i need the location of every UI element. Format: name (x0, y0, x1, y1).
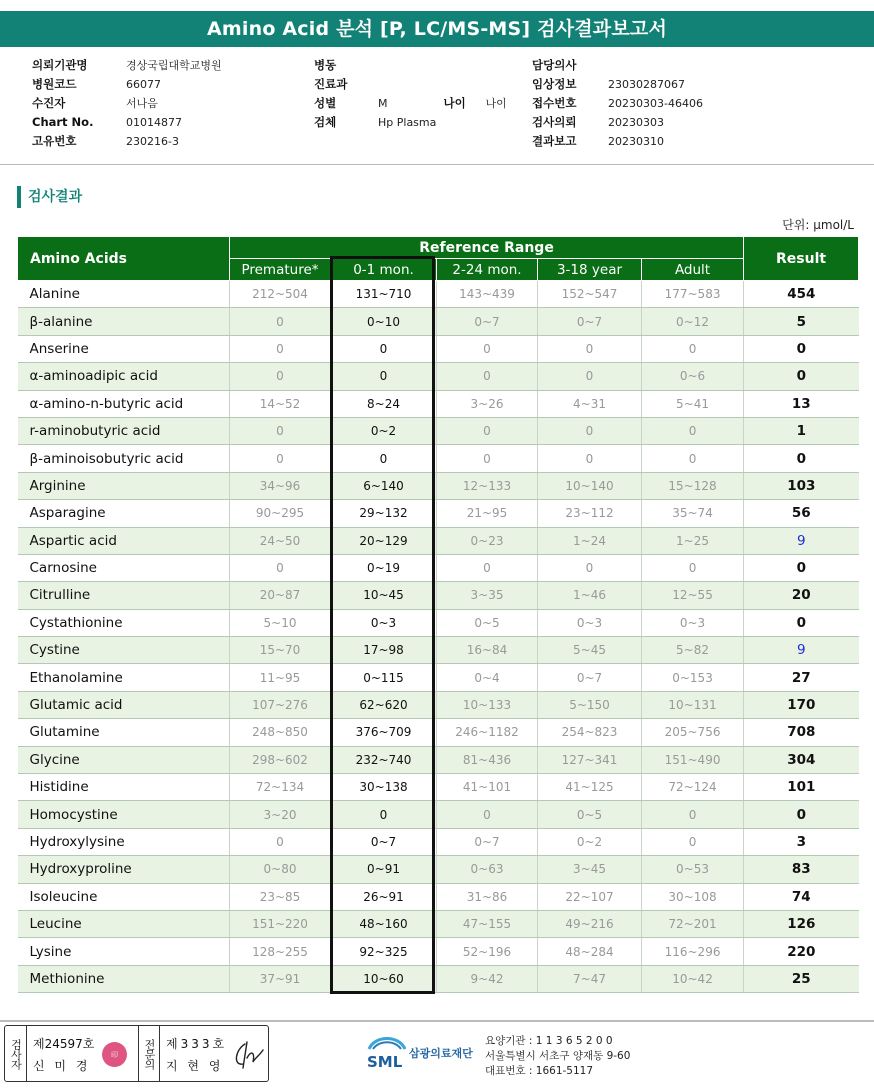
cell-result: 304 (744, 746, 859, 773)
cell-mon1: 0 (331, 445, 437, 472)
cell-mon1: 0~19 (331, 554, 437, 581)
info-row (532, 113, 703, 132)
cell-name: Alanine (18, 281, 230, 308)
cell-mon24: 143~439 (437, 281, 538, 308)
cell-premature: 72~134 (230, 774, 331, 801)
header-amino-acids: Amino Acids (18, 237, 230, 281)
cell-name: r-aminobutyric acid (18, 417, 230, 444)
cell-result: 0 (744, 335, 859, 362)
cell-premature: 0~80 (230, 856, 331, 883)
signature-icon (229, 1040, 265, 1070)
cell-year18: 41~125 (538, 774, 642, 801)
info-value: 경상국립대학교병원 (126, 59, 222, 72)
cell-name: α-aminoadipic acid (18, 363, 230, 390)
info-label: Chart No. (32, 115, 94, 129)
patient-info-middle (314, 56, 507, 132)
cell-adult: 0~6 (642, 363, 744, 390)
cell-mon1: 0~115 (331, 664, 437, 691)
cell-name: β-alanine (18, 308, 230, 335)
table-row (18, 308, 859, 335)
cell-name: β-aminoisobutyric acid (18, 445, 230, 472)
cell-mon24: 31~86 (437, 883, 538, 910)
age-label: 나이 (443, 96, 466, 110)
cell-year18: 22~107 (538, 883, 642, 910)
table-row (18, 883, 859, 910)
cell-premature: 0 (230, 828, 331, 855)
table-row (18, 691, 859, 718)
specimen-value: Hp Plasma (378, 116, 437, 129)
cell-year18: 0~2 (538, 828, 642, 855)
cell-adult: 205~756 (642, 719, 744, 746)
cell-result: 1 (744, 417, 859, 444)
cell-mon1: 0 (331, 363, 437, 390)
cell-adult: 12~55 (642, 582, 744, 609)
cell-premature: 34~96 (230, 472, 331, 499)
cell-year18: 4~31 (538, 390, 642, 417)
sex-value: M (378, 97, 388, 110)
info-value: 66077 (126, 78, 161, 91)
cell-result: 25 (744, 965, 859, 992)
header-divider (0, 164, 874, 165)
section-title: 검사결과 (17, 186, 82, 208)
info-value: 230216-3 (126, 135, 179, 148)
table-row (18, 637, 859, 664)
cell-result: 74 (744, 883, 859, 910)
cell-year18: 1~24 (538, 527, 642, 554)
cell-year18: 0 (538, 554, 642, 581)
cell-name: Homocystine (18, 801, 230, 828)
info-label: 접수번호 (532, 96, 577, 110)
cell-mon1: 10~45 (331, 582, 437, 609)
header-3-18-year: 3-18 year (538, 259, 642, 281)
header-reference-range: Reference Range (230, 237, 744, 259)
info-row (32, 75, 222, 94)
cell-premature: 3~20 (230, 801, 331, 828)
info-value: 20230303-46406 (608, 97, 703, 110)
cell-premature: 90~295 (230, 500, 331, 527)
header-result: Result (744, 237, 859, 281)
cell-result: 0 (744, 363, 859, 390)
patient-info-right (532, 56, 703, 151)
company-address: 서울특별시 서초구 양재동 9-60 (485, 1050, 631, 1062)
cell-result: 27 (744, 664, 859, 691)
cell-year18: 23~112 (538, 500, 642, 527)
org-code: 요양기관 : 1 1 3 6 5 2 0 0 (485, 1035, 613, 1047)
info-row (532, 94, 703, 113)
cell-year18: 254~823 (538, 719, 642, 746)
table-row (18, 445, 859, 472)
cell-year18: 10~140 (538, 472, 642, 499)
cell-premature: 212~504 (230, 281, 331, 308)
cell-premature: 151~220 (230, 910, 331, 937)
cell-mon24: 0 (437, 335, 538, 362)
cell-mon24: 0~5 (437, 609, 538, 636)
table-row (18, 363, 859, 390)
cell-premature: 37~91 (230, 965, 331, 992)
cell-mon1: 48~160 (331, 910, 437, 937)
cell-mon24: 0 (437, 554, 538, 581)
sml-logo (365, 1033, 485, 1075)
cell-name: Isoleucine (18, 883, 230, 910)
company-phone: 대표번호 : 1661-5117 (485, 1065, 594, 1077)
cell-mon1: 0~3 (331, 609, 437, 636)
cell-year18: 0 (538, 445, 642, 472)
cell-result: 103 (744, 472, 859, 499)
cell-mon24: 0~7 (437, 828, 538, 855)
info-label: 의뢰기관명 (32, 58, 88, 72)
cell-premature: 15~70 (230, 637, 331, 664)
cell-mon24: 0 (437, 445, 538, 472)
cell-mon24: 0~23 (437, 527, 538, 554)
results-table (17, 236, 859, 993)
cell-adult: 35~74 (642, 500, 744, 527)
reviewer-id: 제333호 (166, 1037, 228, 1051)
table-row (18, 335, 859, 362)
info-value: 20230310 (608, 135, 664, 148)
cell-adult: 5~41 (642, 390, 744, 417)
report-title: Amino Acid 분석 [P, LC/MS-MS] 검사결과보고서 (0, 11, 874, 47)
cell-name: Hydroxyproline (18, 856, 230, 883)
cell-adult: 0~12 (642, 308, 744, 335)
cell-mon1: 6~140 (331, 472, 437, 499)
cell-result: 9 (744, 637, 859, 664)
cell-name: α-amino-n-butyric acid (18, 390, 230, 417)
cell-mon24: 9~42 (437, 965, 538, 992)
table-row (18, 582, 859, 609)
cell-year18: 5~45 (538, 637, 642, 664)
cell-result: 3 (744, 828, 859, 855)
cell-premature: 24~50 (230, 527, 331, 554)
table-row (18, 527, 859, 554)
table-row (18, 856, 859, 883)
cell-year18: 7~47 (538, 965, 642, 992)
info-row (32, 132, 222, 151)
cell-premature: 14~52 (230, 390, 331, 417)
cell-adult: 177~583 (642, 281, 744, 308)
cell-adult: 30~108 (642, 883, 744, 910)
cell-name: Glutamine (18, 719, 230, 746)
cell-mon1: 0 (331, 801, 437, 828)
cell-name: Ethanolamine (18, 664, 230, 691)
info-label: 임상정보 (532, 77, 577, 91)
cell-adult: 0 (642, 554, 744, 581)
cell-name: Cystathionine (18, 609, 230, 636)
seal-stamp-icon: 印 (102, 1042, 127, 1067)
cell-result: 170 (744, 691, 859, 718)
cell-premature: 248~850 (230, 719, 331, 746)
info-row (32, 56, 222, 75)
table-row (18, 719, 859, 746)
cell-mon1: 62~620 (331, 691, 437, 718)
cell-mon24: 3~26 (437, 390, 538, 417)
cell-adult: 15~128 (642, 472, 744, 499)
cell-adult: 72~201 (642, 910, 744, 937)
cell-year18: 0 (538, 363, 642, 390)
info-value: 서나음 (126, 97, 158, 110)
cell-mon24: 246~1182 (437, 719, 538, 746)
table-row (18, 910, 859, 937)
cell-adult: 0~153 (642, 664, 744, 691)
cell-name: Methionine (18, 965, 230, 992)
cell-mon1: 8~24 (331, 390, 437, 417)
cell-name: Glutamic acid (18, 691, 230, 718)
table-row (18, 965, 859, 992)
cell-adult: 5~82 (642, 637, 744, 664)
cell-adult: 1~25 (642, 527, 744, 554)
cell-result: 708 (744, 719, 859, 746)
cell-adult: 0 (642, 417, 744, 444)
cell-premature: 0 (230, 308, 331, 335)
cell-year18: 0~7 (538, 664, 642, 691)
info-label: 수진자 (32, 96, 66, 110)
cell-year18: 49~216 (538, 910, 642, 937)
cell-premature: 20~87 (230, 582, 331, 609)
cell-name: Lysine (18, 938, 230, 965)
table-row (18, 281, 859, 308)
cell-adult: 0~53 (642, 856, 744, 883)
cell-name: Arginine (18, 472, 230, 499)
cell-adult: 0 (642, 335, 744, 362)
cell-year18: 5~150 (538, 691, 642, 718)
cell-name: Carnosine (18, 554, 230, 581)
cell-premature: 0 (230, 445, 331, 472)
cell-adult: 0 (642, 445, 744, 472)
cell-adult: 72~124 (642, 774, 744, 801)
cell-result: 126 (744, 910, 859, 937)
cell-year18: 0~5 (538, 801, 642, 828)
cell-name: Asparagine (18, 500, 230, 527)
cell-mon24: 16~84 (437, 637, 538, 664)
cell-name: Citrulline (18, 582, 230, 609)
cell-name: Hydroxylysine (18, 828, 230, 855)
cell-year18: 3~45 (538, 856, 642, 883)
cell-mon24: 41~101 (437, 774, 538, 801)
cell-result: 9 (744, 527, 859, 554)
cell-result: 83 (744, 856, 859, 883)
cell-mon1: 376~709 (331, 719, 437, 746)
tester-name: 신 미 경 (33, 1059, 91, 1073)
cell-mon24: 0~63 (437, 856, 538, 883)
patient-info-left (32, 56, 222, 151)
cell-year18: 48~284 (538, 938, 642, 965)
cell-result: 0 (744, 801, 859, 828)
cell-name: Anserine (18, 335, 230, 362)
cell-premature: 0 (230, 335, 331, 362)
cell-mon24: 21~95 (437, 500, 538, 527)
table-row (18, 500, 859, 527)
cell-premature: 11~95 (230, 664, 331, 691)
info-value: 20230303 (608, 116, 664, 129)
cell-mon1: 0~10 (331, 308, 437, 335)
cell-name: Cystine (18, 637, 230, 664)
info-label: 고유번호 (32, 134, 77, 148)
header-0-1-mon: 0-1 mon. (331, 259, 437, 281)
cell-premature: 0 (230, 554, 331, 581)
cell-mon1: 20~129 (331, 527, 437, 554)
cell-premature: 23~85 (230, 883, 331, 910)
age-value: 나이 (485, 97, 507, 110)
cell-year18: 0 (538, 335, 642, 362)
info-label: 병원코드 (32, 77, 77, 91)
table-row (18, 938, 859, 965)
table-row (18, 472, 859, 499)
header-adult: Adult (642, 259, 744, 281)
cell-mon1: 10~60 (331, 965, 437, 992)
company-info (485, 1034, 630, 1079)
table-row (18, 417, 859, 444)
cell-year18: 1~46 (538, 582, 642, 609)
info-row (32, 94, 222, 113)
cell-premature: 107~276 (230, 691, 331, 718)
info-row (532, 56, 703, 75)
cell-adult: 0~3 (642, 609, 744, 636)
table-row (18, 554, 859, 581)
cell-premature: 298~602 (230, 746, 331, 773)
cell-mon1: 232~740 (331, 746, 437, 773)
cell-premature: 128~255 (230, 938, 331, 965)
info-label: 검사의뢰 (532, 115, 577, 129)
cell-result: 5 (744, 308, 859, 335)
cell-name: Aspartic acid (18, 527, 230, 554)
info-row (532, 75, 703, 94)
cell-mon24: 10~133 (437, 691, 538, 718)
logo-text: SML (367, 1053, 403, 1071)
table-row (18, 801, 859, 828)
info-value: 01014877 (126, 116, 182, 129)
cell-result: 0 (744, 445, 859, 472)
cell-year18: 0~3 (538, 609, 642, 636)
footer-divider (0, 1020, 874, 1022)
cell-result: 20 (744, 582, 859, 609)
cell-mon24: 47~155 (437, 910, 538, 937)
cell-mon24: 0 (437, 801, 538, 828)
reviewer-label: 전문의 (138, 1026, 160, 1081)
cell-mon1: 29~132 (331, 500, 437, 527)
table-row (18, 609, 859, 636)
cell-result: 0 (744, 609, 859, 636)
cell-mon1: 92~325 (331, 938, 437, 965)
ward-label: 병동 (314, 58, 337, 72)
cell-mon24: 0 (437, 363, 538, 390)
cell-year18: 152~547 (538, 281, 642, 308)
cell-adult: 10~131 (642, 691, 744, 718)
tester-label: 검사자 (5, 1026, 27, 1081)
cell-result: 13 (744, 390, 859, 417)
info-label: 담당의사 (532, 58, 577, 72)
cell-result: 0 (744, 554, 859, 581)
cell-mon1: 131~710 (331, 281, 437, 308)
cell-adult: 116~296 (642, 938, 744, 965)
table-row (18, 828, 859, 855)
info-row (32, 113, 222, 132)
table-row (18, 664, 859, 691)
info-value: 23030287067 (608, 78, 685, 91)
cell-mon24: 0 (437, 417, 538, 444)
info-label: 결과보고 (532, 134, 577, 148)
cell-result: 56 (744, 500, 859, 527)
cell-adult: 151~490 (642, 746, 744, 773)
cell-mon24: 3~35 (437, 582, 538, 609)
table-row (18, 390, 859, 417)
unit-label: 단위: μmol/L (782, 218, 854, 232)
header-2-24-mon: 2-24 mon. (437, 259, 538, 281)
cell-premature: 0 (230, 363, 331, 390)
cell-result: 220 (744, 938, 859, 965)
cell-mon1: 0 (331, 335, 437, 362)
cell-mon1: 17~98 (331, 637, 437, 664)
cell-mon1: 0~91 (331, 856, 437, 883)
cell-mon24: 81~436 (437, 746, 538, 773)
table-row (18, 774, 859, 801)
tester-id: 제24597호 (33, 1037, 95, 1051)
cell-mon1: 0~2 (331, 417, 437, 444)
cell-adult: 0 (642, 801, 744, 828)
sex-label: 성별 (314, 96, 337, 110)
cell-mon1: 30~138 (331, 774, 437, 801)
department-label: 진료과 (314, 77, 348, 91)
cell-name: Histidine (18, 774, 230, 801)
cell-adult: 0 (642, 828, 744, 855)
cell-year18: 0~7 (538, 308, 642, 335)
table-row (18, 746, 859, 773)
reviewer-name: 지 현 영 (166, 1059, 224, 1073)
cell-mon24: 0~4 (437, 664, 538, 691)
cell-name: Glycine (18, 746, 230, 773)
cell-result: 454 (744, 281, 859, 308)
sml-logo-icon (365, 1033, 409, 1075)
logo-corp-name: 삼광의료재단 (409, 1047, 473, 1060)
signature-box (4, 1025, 269, 1082)
cell-year18: 127~341 (538, 746, 642, 773)
cell-mon1: 0~7 (331, 828, 437, 855)
header-premature: Premature* (230, 259, 331, 281)
cell-mon24: 12~133 (437, 472, 538, 499)
cell-mon1: 26~91 (331, 883, 437, 910)
cell-mon24: 0~7 (437, 308, 538, 335)
cell-premature: 5~10 (230, 609, 331, 636)
specimen-label: 검체 (314, 115, 337, 129)
cell-mon24: 52~196 (437, 938, 538, 965)
info-row (532, 132, 703, 151)
cell-result: 101 (744, 774, 859, 801)
cell-premature: 0 (230, 417, 331, 444)
cell-name: Leucine (18, 910, 230, 937)
cell-adult: 10~42 (642, 965, 744, 992)
cell-year18: 0 (538, 417, 642, 444)
